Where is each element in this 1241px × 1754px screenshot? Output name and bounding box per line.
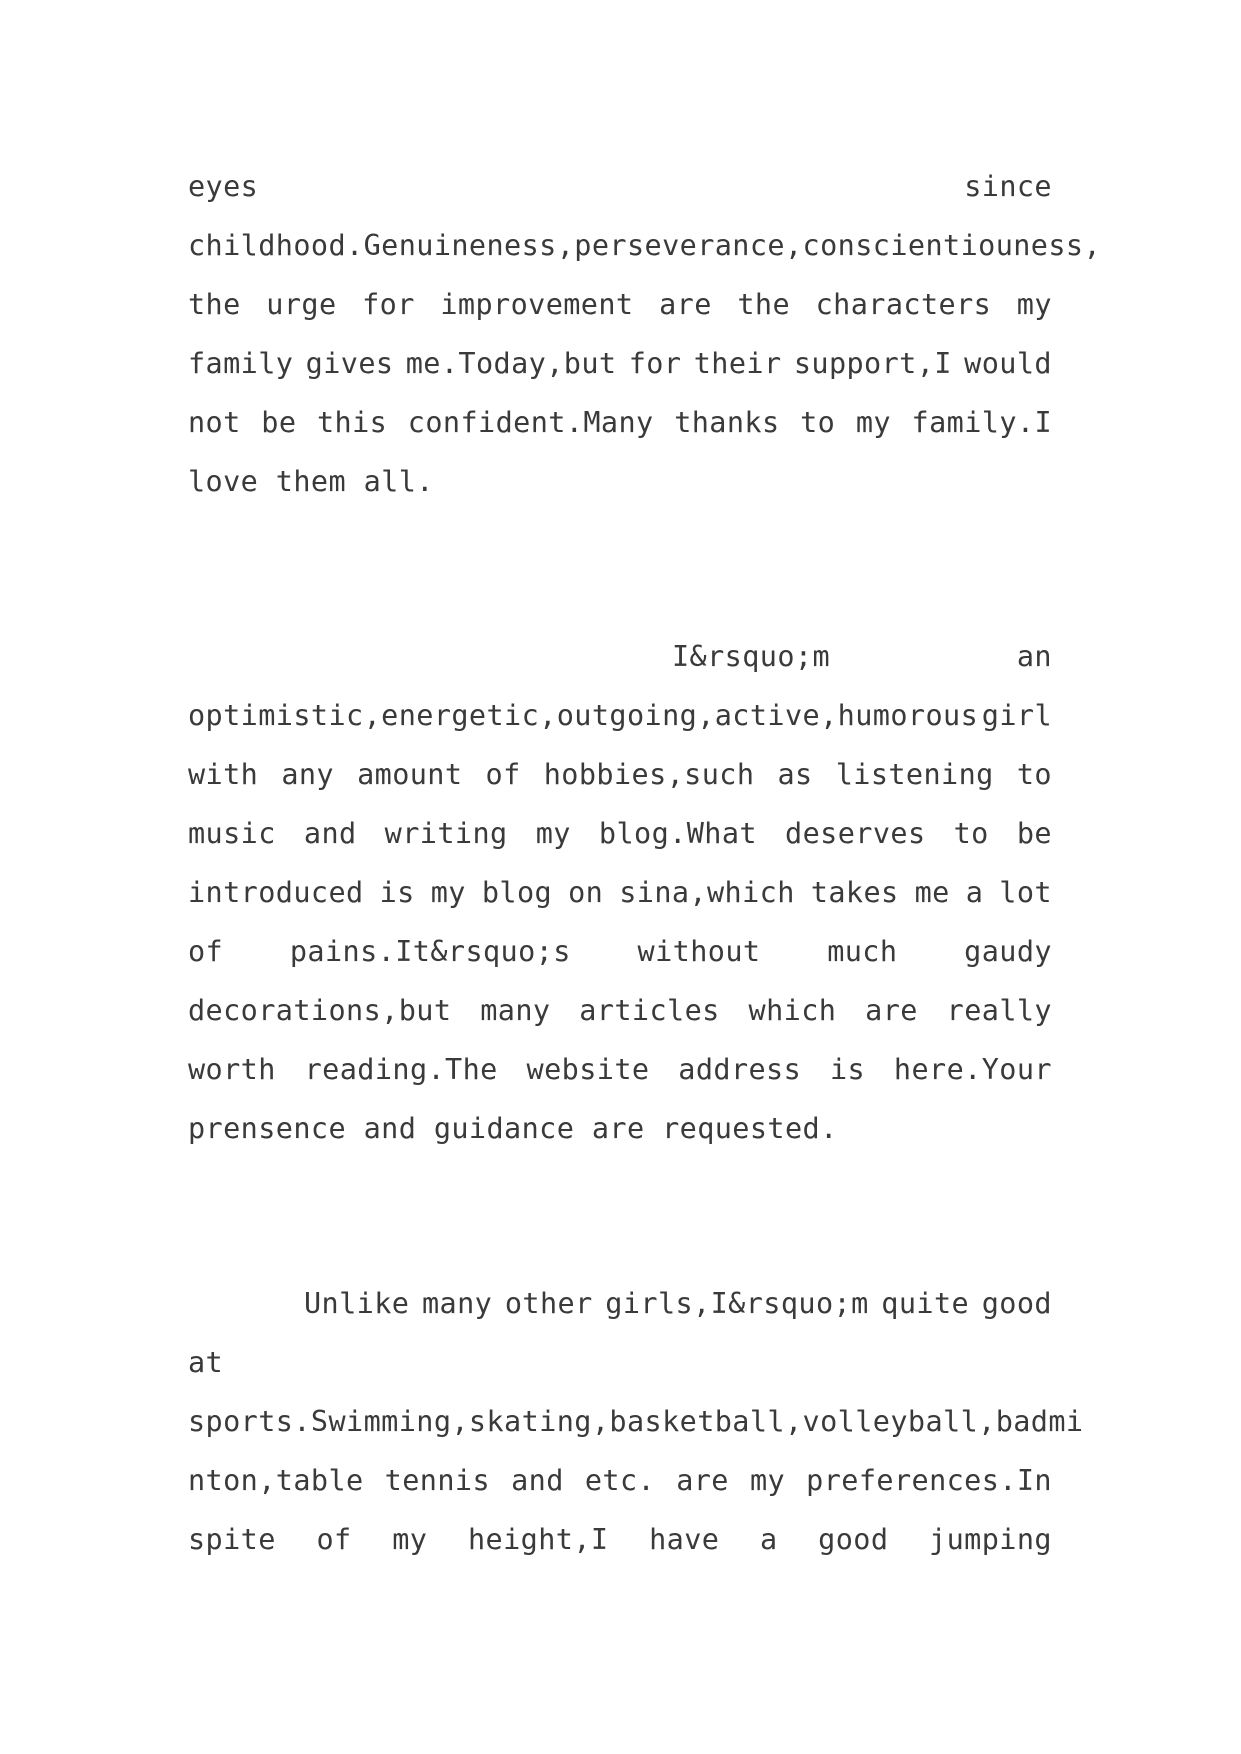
word: of [485, 758, 521, 791]
word: preferences.In [806, 1464, 1052, 1497]
word: many [421, 1287, 493, 1320]
word: which [748, 994, 837, 1027]
word: the [188, 288, 241, 321]
word: a [759, 1523, 778, 1556]
word: tennis [384, 1464, 491, 1497]
word: many [480, 994, 551, 1027]
text-line [188, 873, 1052, 913]
word: good [818, 1523, 889, 1556]
word: hobbies,such [543, 758, 755, 791]
word: spite [188, 1523, 276, 1556]
word: family [188, 347, 294, 380]
word: confident.Many [407, 406, 654, 439]
text-line: childhood.Genuineness,perseverance,conscientiouness, [188, 229, 1102, 262]
word: as [777, 758, 813, 791]
text-line [188, 1461, 1052, 1501]
word: have [649, 1523, 720, 1556]
word: my [749, 1464, 786, 1497]
word: my [430, 876, 466, 909]
word: sina,which [619, 876, 795, 909]
word: quite [881, 1287, 970, 1320]
word: blog.What [598, 817, 757, 850]
text-line [188, 932, 1052, 972]
text-line: sports.Swimming,skating,basketball,volleyball,badmi [188, 1405, 1084, 1438]
text-line [304, 1284, 1052, 1324]
word: articles [579, 994, 720, 1027]
word: really [946, 994, 1052, 1027]
word: listening [835, 758, 994, 791]
word: reading.The [304, 1053, 498, 1086]
word: are [865, 994, 918, 1027]
text-line [188, 344, 1052, 384]
word: of [188, 935, 224, 968]
word: improvement [440, 288, 634, 321]
word: eyes [188, 170, 259, 203]
word: height,I [467, 1523, 609, 1556]
word: the [737, 288, 791, 321]
text-line [188, 285, 1052, 325]
word: me.Today,but [405, 347, 617, 380]
word: nton,table [188, 1464, 364, 1497]
word: amount [357, 758, 463, 791]
word: not [188, 406, 241, 439]
text-line: prensence and guidance are requested. [188, 1112, 838, 1145]
word: is [829, 1053, 866, 1086]
word: family.I [911, 406, 1052, 439]
word: and [303, 817, 357, 850]
text-line: love them all. [188, 465, 434, 498]
word: my [1016, 288, 1052, 321]
word: decorations,but [188, 994, 452, 1027]
word: on [568, 876, 604, 909]
text-line [672, 637, 1052, 677]
word: my [855, 406, 891, 439]
word: for [362, 288, 415, 321]
word: I&rsquo;m [672, 640, 831, 673]
word: me [914, 876, 950, 909]
word: blog [481, 876, 553, 909]
word: writing [384, 817, 508, 850]
word: an [1016, 640, 1052, 673]
word: worth [188, 1053, 276, 1086]
text-line [188, 696, 1052, 736]
word: introduced [188, 876, 364, 909]
word: gaudy [964, 935, 1052, 968]
word: here.Your [893, 1053, 1052, 1086]
text-line [188, 814, 1052, 854]
word: for [628, 347, 682, 380]
text-line [188, 991, 1052, 1031]
text-line [188, 755, 1052, 795]
word: urge [266, 288, 337, 321]
word: etc. [584, 1464, 656, 1497]
text-line [188, 167, 1052, 207]
word: thanks [674, 406, 780, 439]
text-line: at [188, 1346, 224, 1379]
word: girl [981, 699, 1052, 732]
word: any [281, 758, 334, 791]
word: my [392, 1523, 428, 1556]
word: a [965, 876, 984, 909]
word: to [1016, 758, 1052, 791]
word: Unlike [304, 1287, 410, 1320]
word: takes [810, 876, 899, 909]
word: of [316, 1523, 352, 1556]
word: optimistic,energetic,outgoing,active,humorous [188, 699, 979, 732]
word: music [188, 817, 276, 850]
word: without [637, 935, 761, 968]
word: website [526, 1053, 650, 1086]
word: their [693, 347, 782, 380]
word: would [964, 347, 1052, 380]
word: be [261, 406, 297, 439]
word: pains.It&rsquo;s [289, 935, 571, 968]
text-line [188, 403, 1052, 443]
word: this [316, 406, 388, 439]
word: since [964, 170, 1052, 203]
word: other [504, 1287, 593, 1320]
word: and [511, 1464, 564, 1497]
word: girls,I&rsquo;m [605, 1287, 869, 1320]
word: with [188, 758, 259, 791]
word: lot [999, 876, 1052, 909]
word: gives [305, 347, 394, 380]
word: address [678, 1053, 802, 1086]
word: characters [815, 288, 992, 321]
word: support,I [793, 347, 952, 380]
word: good [981, 1287, 1052, 1320]
word: much [827, 935, 898, 968]
word: is [379, 876, 415, 909]
word: to [953, 817, 989, 850]
text-line [188, 1520, 1052, 1560]
text-line [188, 1050, 1052, 1090]
word: deserves [785, 817, 926, 850]
word: jumping [929, 1523, 1052, 1556]
word: to [800, 406, 836, 439]
word: be [1016, 817, 1052, 850]
word: my [535, 817, 571, 850]
word: are [676, 1464, 729, 1497]
word: are [659, 288, 712, 321]
